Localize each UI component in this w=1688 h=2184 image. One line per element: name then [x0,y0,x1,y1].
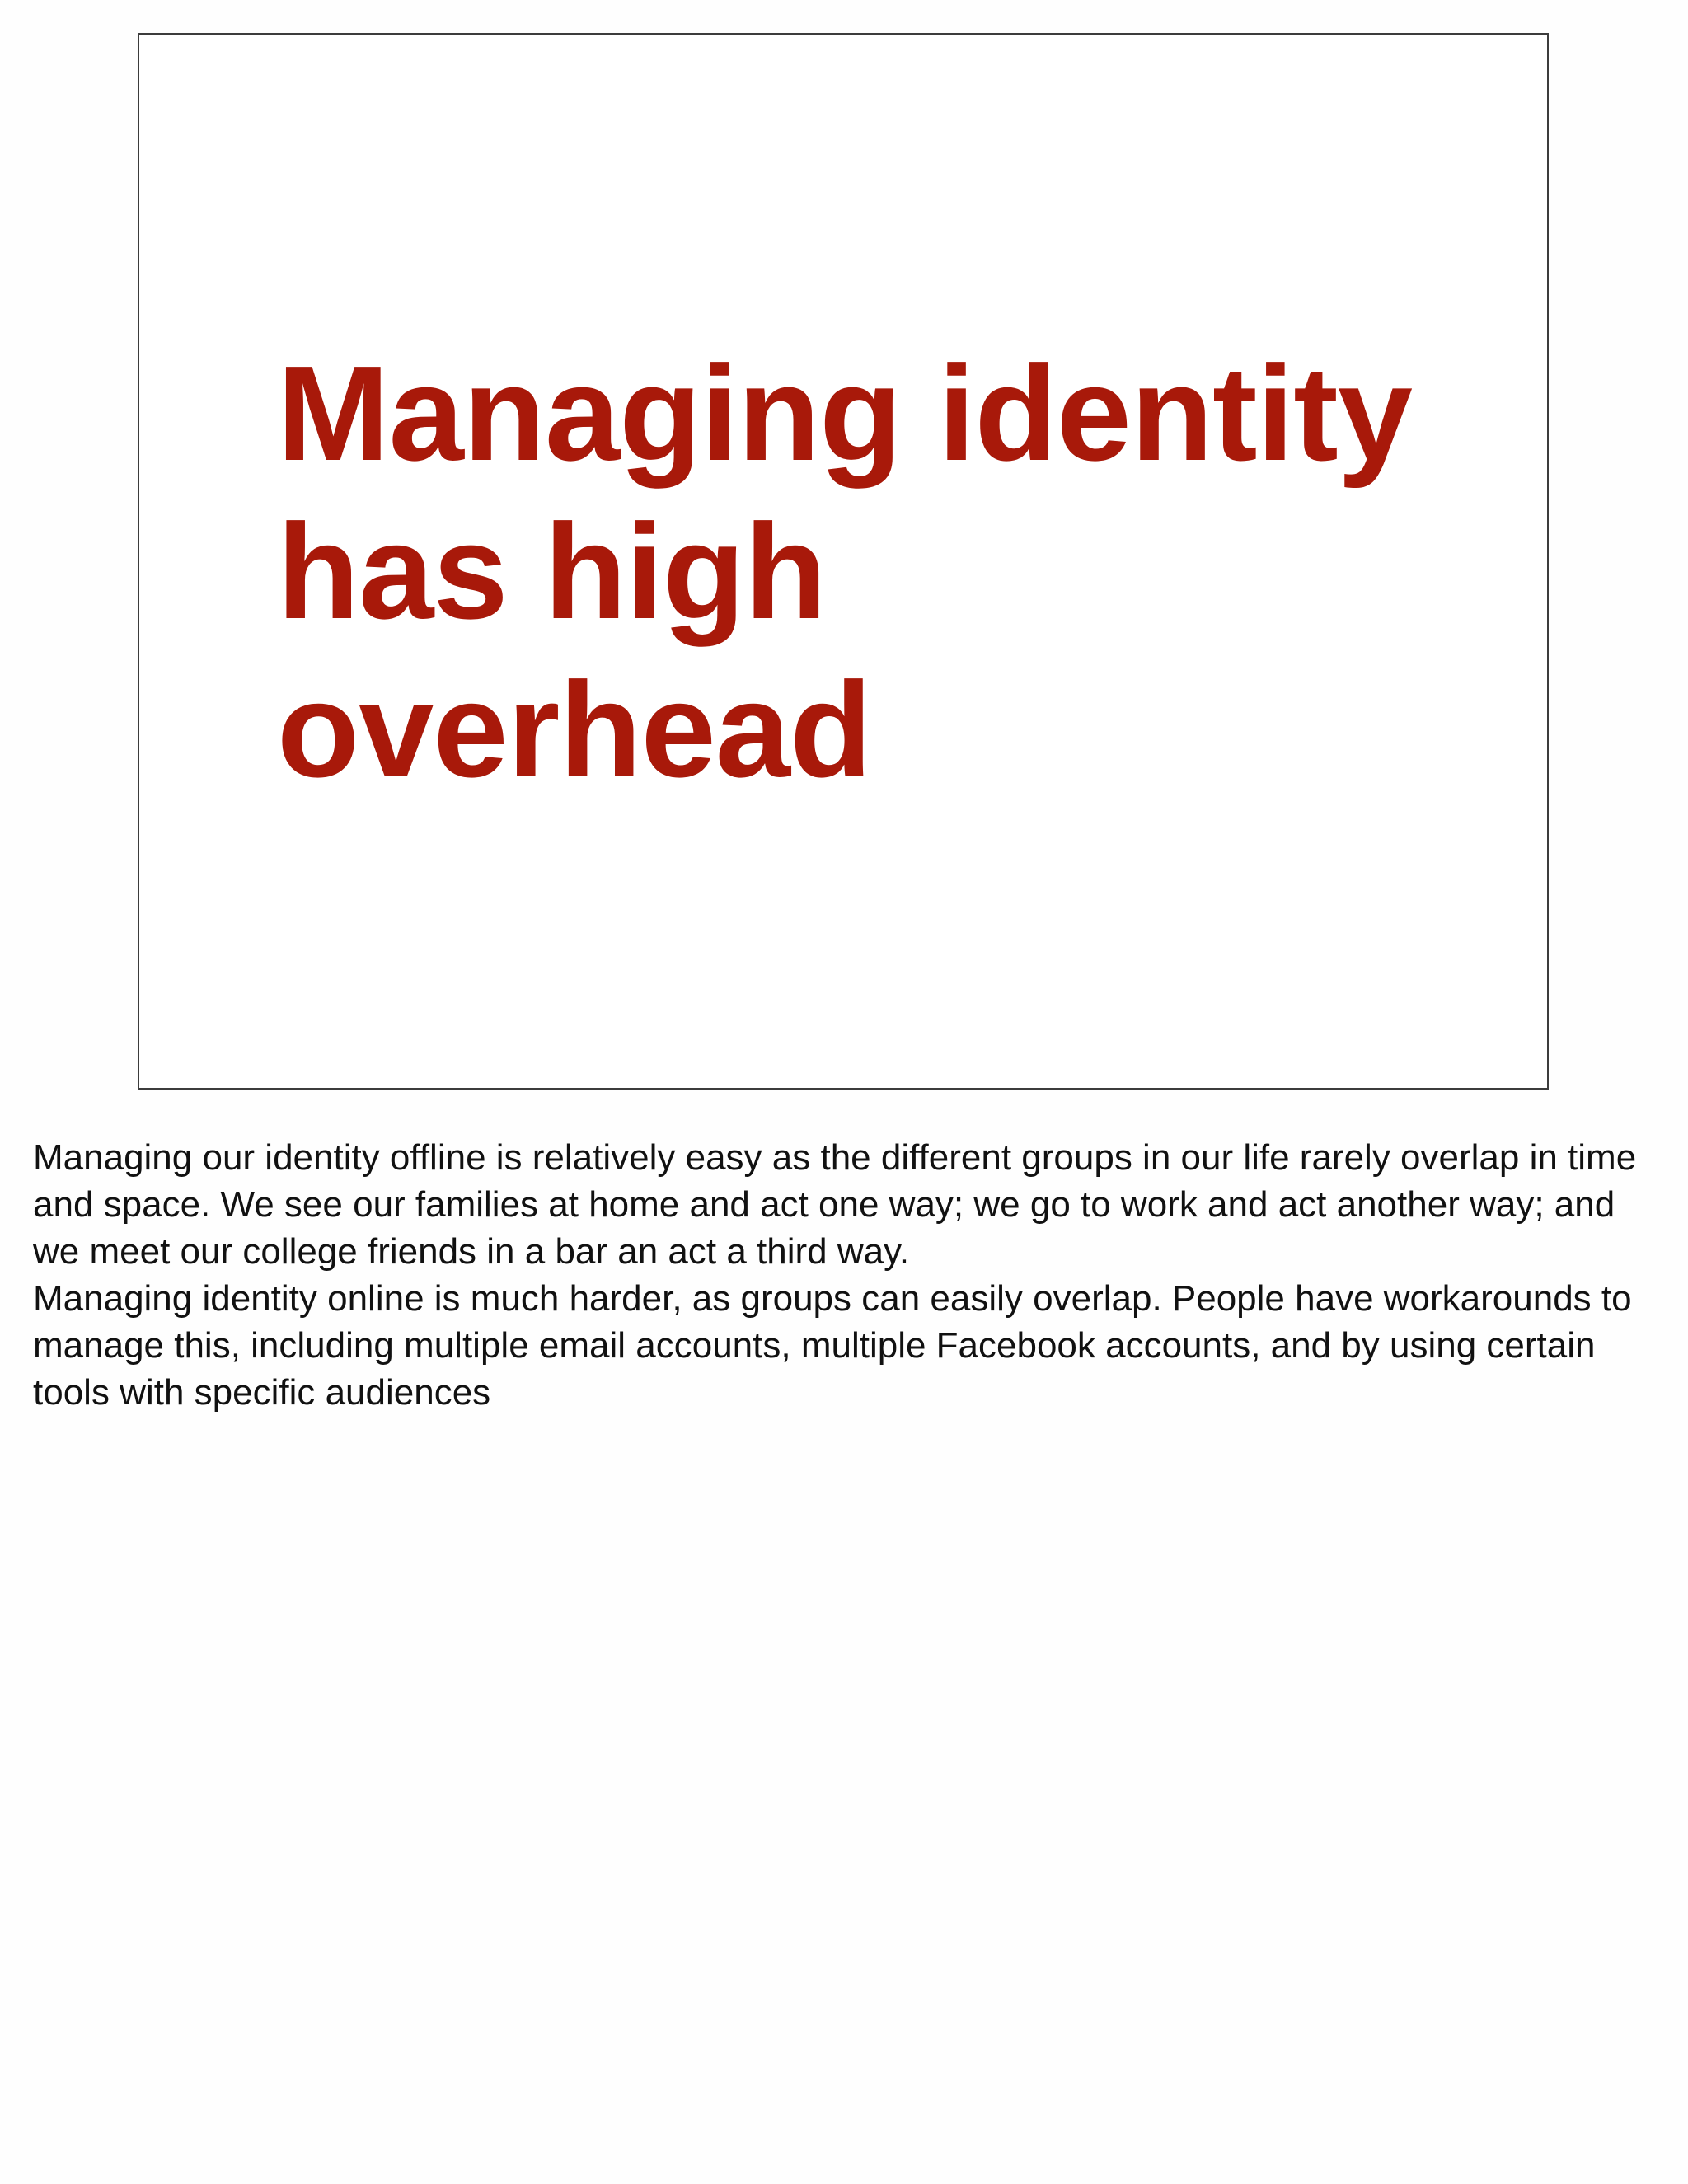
slide-title-line-2: has high [277,496,827,647]
speaker-notes [33,1134,1665,1416]
slide-title-line-3: overhead [277,654,872,805]
slide-title-line-1: Managing identity [277,338,1412,489]
notes-paragraph-2: Managing identity online is much harder, as groups can easily overlap. People have workarounds to manage this, including multiple email accounts, multiple Facebook accounts, and by using certain tools with specific audiences [33,1278,1632,1413]
notes-paragraph-1: Managing our identity offline is relatively easy as the different groups in our life rarely overlap in time and space. We see our families at home and act one way; we go to work and act another way; and we meet our college friends in a bar an act a third way. [33,1137,1637,1272]
slide-frame [138,33,1549,1090]
slide-title [277,335,1412,809]
